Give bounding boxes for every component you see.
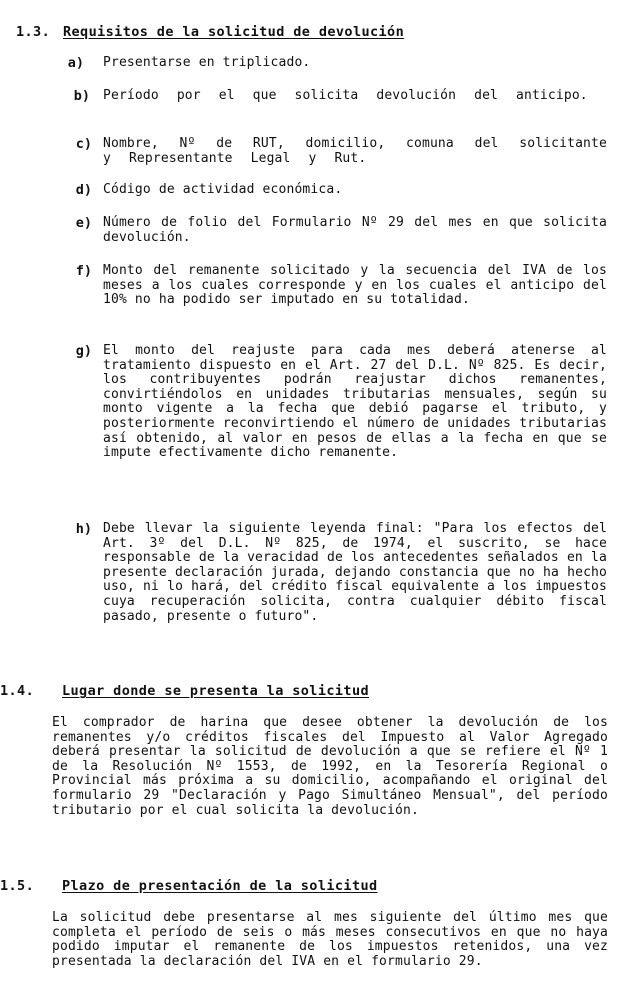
item-label: f) (75, 263, 92, 279)
item-label: g) (75, 343, 92, 359)
section-number: 1.3. (16, 24, 51, 40)
section-heading-1-3 (16, 25, 404, 40)
item-text: Nombre, Nº de RUT, domicilio, comuna del solicitante y Representante Legal y Rut. (103, 136, 607, 166)
section-title: Requisitos de la solicitud de devolución (63, 24, 405, 40)
item-text: Debe llevar la siguiente leyenda final: "Para los efectos del Art. 3º del D.L. Nº 825, de 1974, el suscrito, se hace responsable de la veracidad de los antecedentes señalados en la presente declaración jurada, dejando constancia que no ha hecho uso, ni lo hará, del crédito fiscal equivalente a los impuestos cuya recuperación solicita, contra cualquier débito fiscal pasado, presente o futuro". (103, 521, 607, 624)
item-text: Monto del remanente solicitado y la secuencia del IVA de los meses a los cuales corresponde y en los cuales el anticipo del 10% no ha podido ser imputado en su totalidad. (103, 263, 607, 308)
item-text: El monto del reajuste para cada mes deberá atenerse al tratamiento dispuesto en el Art. 27 del D.L. Nº 825. Es decir, los contribuyentes podrán reajustar dichos remanentes, convirtiéndolos en unidades tributarias mensuales, según su monto vigente a la fecha que debió pagarse el tributo, y posteriormente reconvirtiendo el número de unidades tributarias así obtenido, al valor en pesos de ellas a la fecha en que se impute efectivamente dicho remanente. (103, 343, 607, 461)
item-label: c) (75, 136, 92, 152)
section-title: Lugar donde se presenta la solicitud (62, 683, 369, 699)
item-text: Período por el que solicita devolución del anticipo. (103, 88, 588, 103)
item-label: a) (67, 55, 84, 71)
section-number: 1.5. (0, 878, 35, 894)
item-label: h) (75, 521, 92, 537)
section-number: 1.4. (0, 683, 35, 699)
section-body-1-4: El comprador de harina que desee obtener la devolución de los remanentes y/o créditos fiscales del Impuesto al Valor Agregado deberá presentar la solicitud de devolución a que se refiere el Nº 1 de la Resolución Nº 1553, de 1992, en la Tesorería Regional o Provincial más próxima a su domicilio, acompañando el original del formulario 29 "Declaración y Pago Simultáneo Mensual", del período tributario por el cual solicita la devolución. (52, 715, 608, 818)
section-heading-1-5 (0, 879, 378, 894)
section-title: Plazo de presentación de la solicitud (62, 878, 378, 894)
item-text: Código de actividad económica. (103, 182, 343, 197)
section-body-1-5: La solicitud debe presentarse al mes siguiente del último mes que completa el período de seis o más meses consecutivos en que no haya podido imputar el remanente de los impuestos retenidos, una vez presentada la declaración del IVA en el formulario 29. (52, 910, 608, 969)
item-text: Número de folio del Formulario Nº 29 del mes en que solicita devolución. (103, 215, 607, 245)
section-heading-1-4 (0, 684, 369, 699)
item-label: e) (75, 215, 92, 231)
item-text: Presentarse en triplicado. (103, 55, 311, 70)
item-label: b) (73, 88, 90, 104)
item-label: d) (75, 182, 92, 198)
